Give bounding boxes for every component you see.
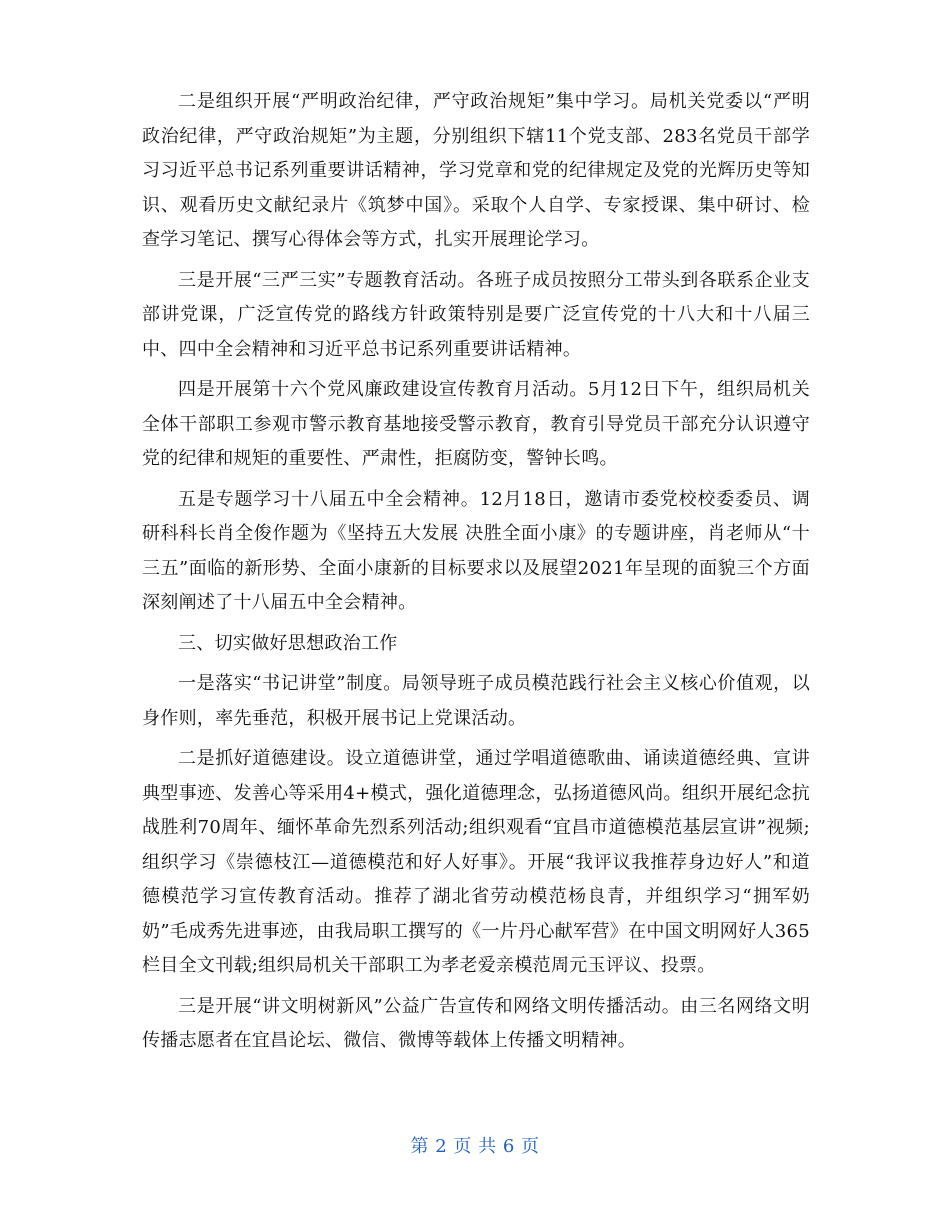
paragraph-5: 一是落实“书记讲堂”制度。局领导班子成员模范践行社会主义核心价值观，以身作则，率先垂范，积极开展书记上党课活动。 bbox=[142, 673, 810, 729]
paragraph-6: 二是抓好道德建设。设立道德讲堂，通过学唱道德歌曲、诵读道德经典、宣讲典型事迹、发善心等采用4+模式，强化道德理念，弘扬道德风尚。组织开展纪念抗战胜利70周年、缅怀革命先烈系列活动;组织观看“宜昌市道德模范基层宣讲”视频;组织学习《崇德枝江—道德模范和好人好事》。开展“我评议我推荐身边好人”和道德模范学习宣传教育活动。推荐了湖北省劳动模范杨良青，并组织学习“拥军奶奶”毛成秀先进事迹，由我局职工撰写的《一片丹心献军营》在中国文明网好人365 栏目全文刊载;组织局机关干部职工为孝老爱亲模范周元玉评议、投票。 bbox=[142, 748, 810, 976]
document-body bbox=[142, 85, 810, 1065]
page-number: 第 2 页 共 6 页 bbox=[410, 1136, 540, 1157]
paragraph-4: 五是专题学习十八届五中全会精神。12月18日，邀请市委党校校委委员、调研科科长肖全俊作题为《坚持五大发展 决胜全面小康》的专题讲座，肖老师从“十三五”面临的新形势、全面小康新的目标要求以及展望2021年呈现的面貌三个方面深刻阐述了十八届五中全会精神。 bbox=[142, 488, 810, 613]
paragraph-2: 三是开展“三严三实”专题教育活动。各班子成员按照分工带头到各联系企业支部讲党课，广泛宣传党的路线方针政策特别是要广泛宣传党的十八大和十八届三中、四中全会精神和习近平总书记系列重要讲话精神。 bbox=[142, 269, 810, 360]
paragraph-3: 四是开展第十六个党风廉政建设宣传教育月活动。5月12日下午，组织局机关全体干部职工参观市警示教育基地接受警示教育，教育引导党员干部充分认识遵守党的纪律和规矩的重要性、严肃性，拒腐防变，警钟长鸣。 bbox=[142, 379, 810, 469]
section-heading: 三、切实做好思想政治工作 bbox=[178, 632, 398, 654]
paragraph-7: 三是开展“讲文明树新风”公益广告宣传和网络文明传播活动。由三名网络文明传播志愿者在宜昌论坛、微信、微博等载体上传播文明精神。 bbox=[142, 995, 810, 1051]
paragraph-1: 二是组织开展“严明政治纪律，严守政治规矩”集中学习。局机关党委以“严明政治纪律，严守政治规矩”为主题，分别组织下辖11个党支部、283名党员干部学习习近平总书记系列重要讲话精神，学习党章和党的纪律规定及党的光辉历史等知识、观看历史文献纪录片《筑梦中国》。采取个人自学、专家授课、集中研讨、检查学习笔记、撰写心得体会等方式，扎实开展理论学习。 bbox=[142, 91, 810, 250]
